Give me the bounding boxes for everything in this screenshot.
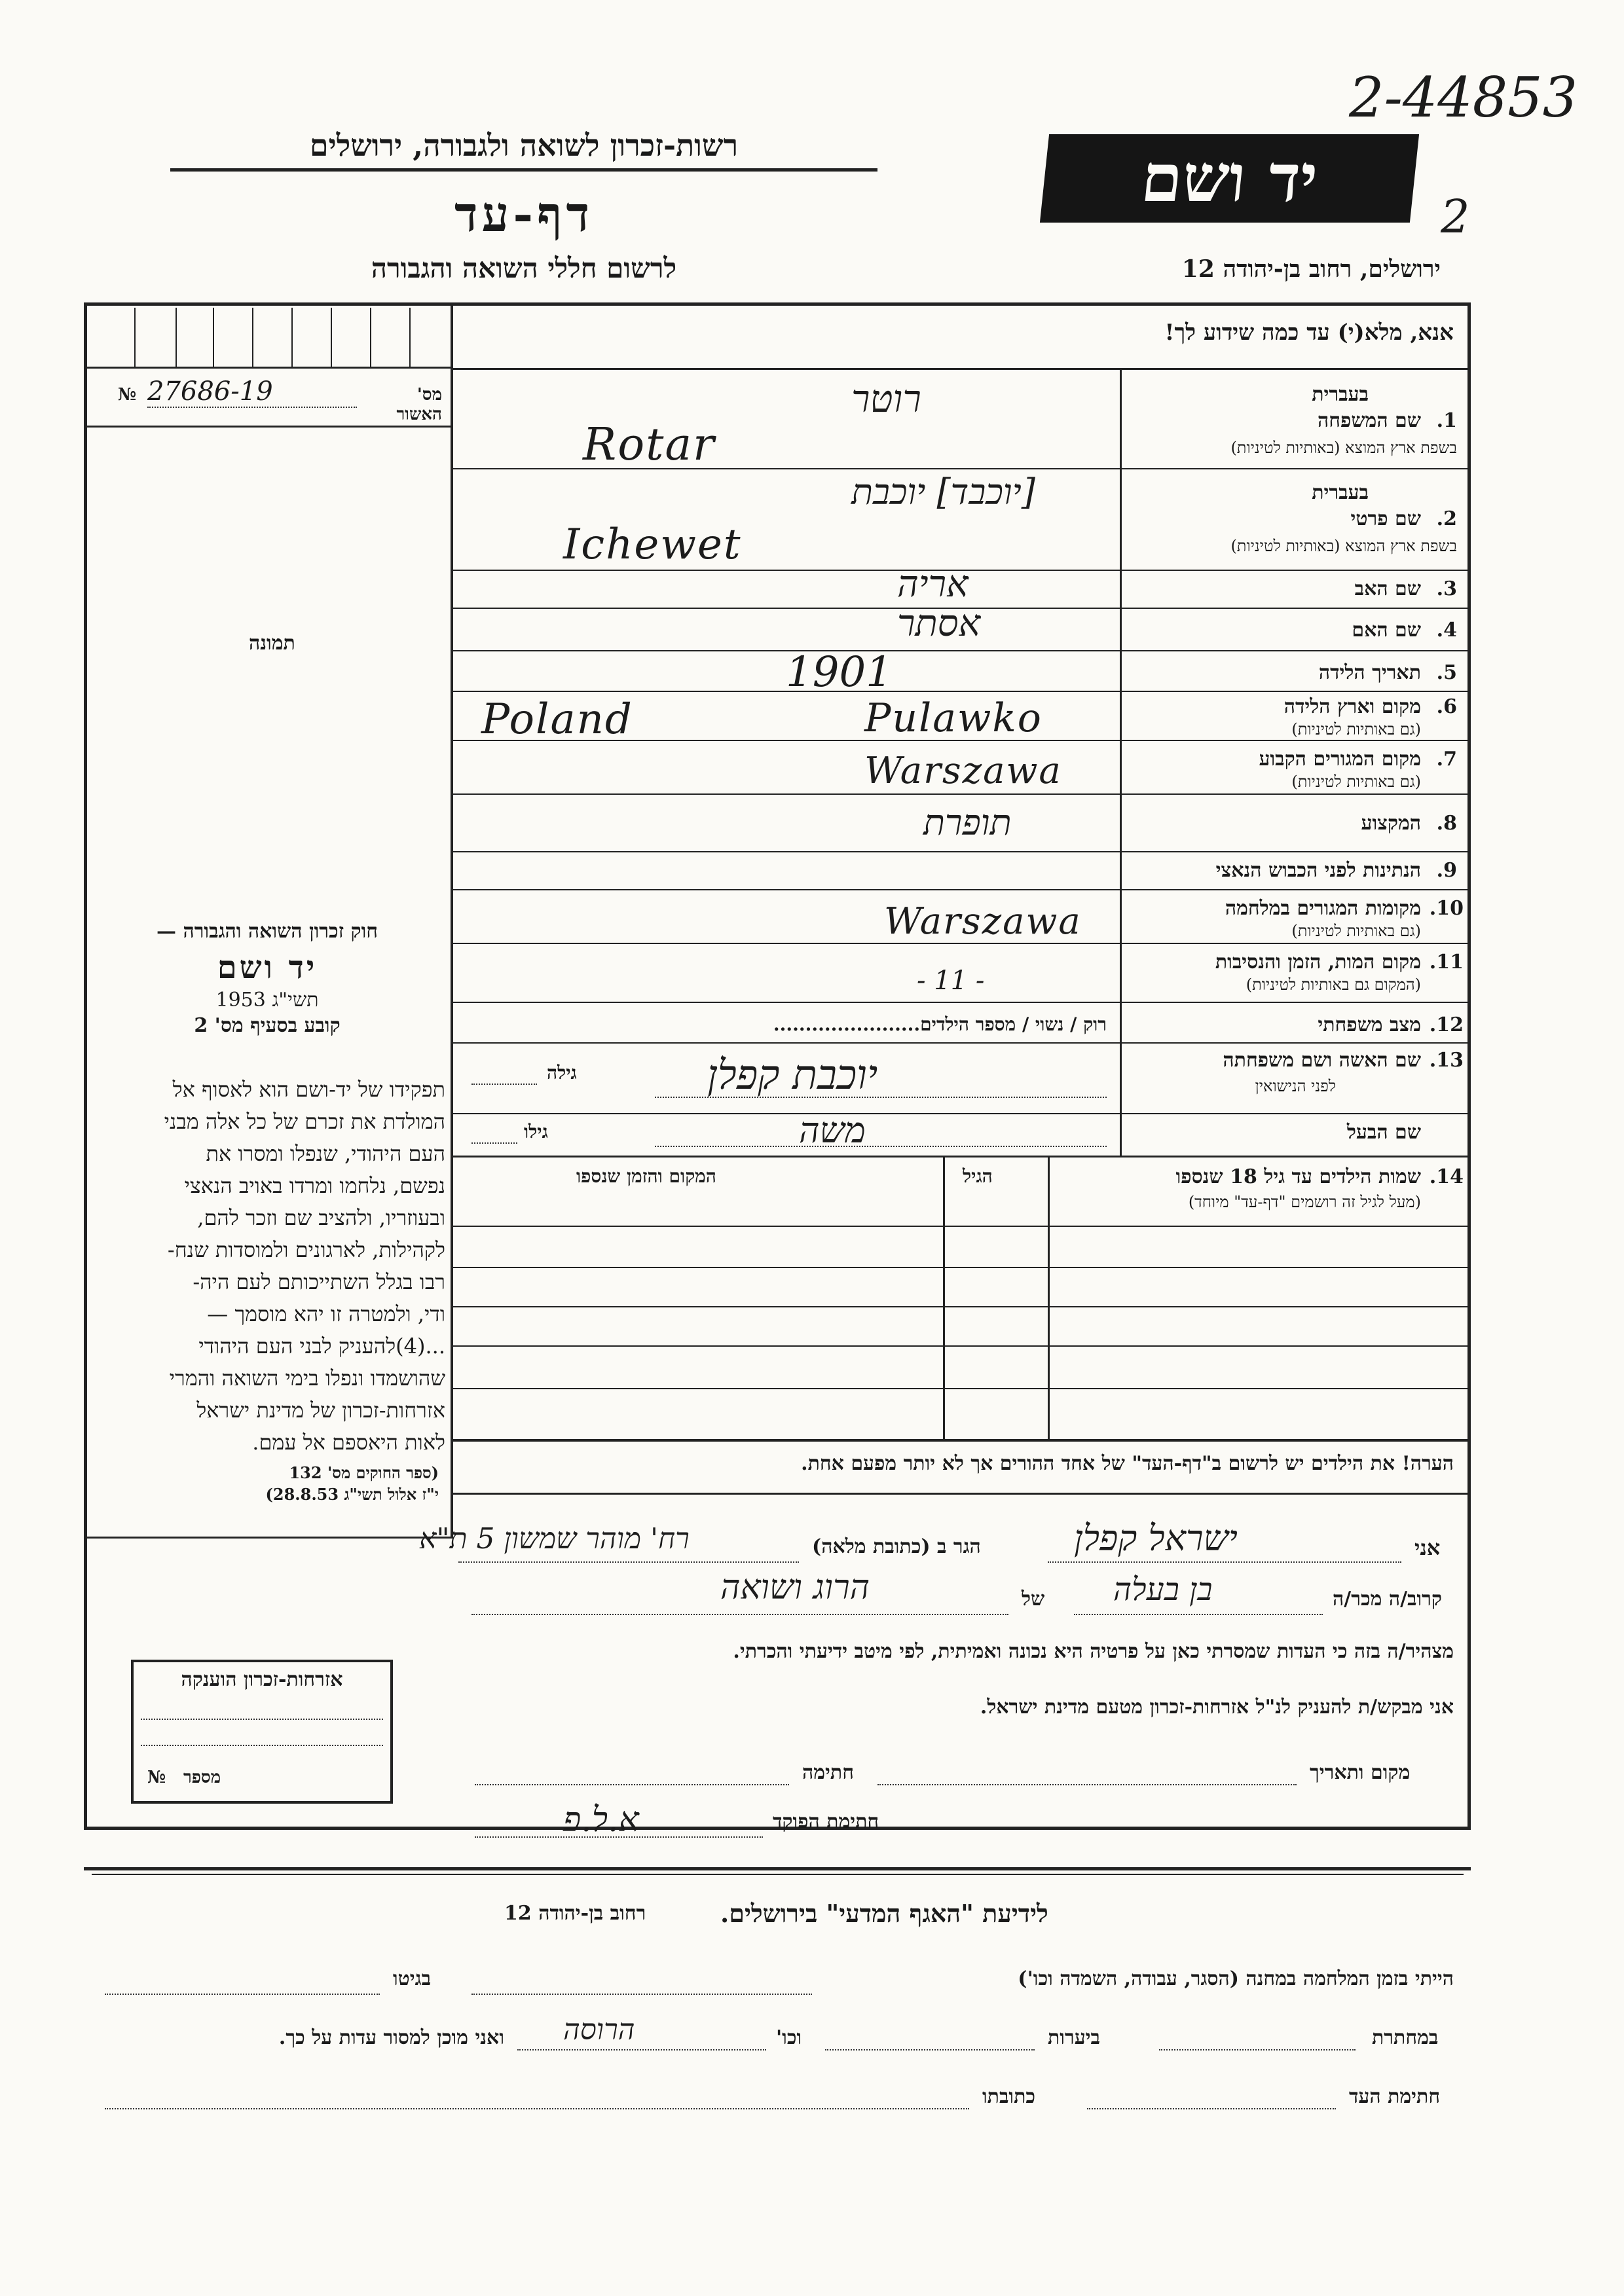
field-13-number: 13.: [1429, 1049, 1464, 1072]
field-13-label: שם האשה ושם משפחתה: [1223, 1049, 1421, 1072]
officer-signature-label: חתימת הפוקד: [773, 1810, 879, 1833]
bottom-title: לידיעת "האגף המדעי" בירושלים.: [720, 1899, 1048, 1928]
law-year: 1953: [215, 989, 266, 1011]
field-2-hebrew-value: [יוכבד] יוכבת: [851, 471, 1035, 513]
field-8-number: 8.: [1436, 812, 1457, 835]
field-12-label: מצב משפחתי: [1318, 1013, 1421, 1036]
law-year-line: [90, 989, 444, 1011]
law-box: [90, 920, 444, 1037]
address-heading: ירושלים, רחוב בן-יהודה 12: [1181, 255, 1441, 283]
officer-signature-value: א.ל.פ: [563, 1800, 639, 1840]
bottom-ghetto: בגיטו: [393, 1967, 432, 1990]
field-3-value: אריה: [897, 563, 969, 606]
field-2-hebrew-tag: בעברית: [1312, 481, 1369, 504]
law-line: שהושמדו ונפלו בימי השואה והמרי: [169, 1366, 445, 1391]
field-4-value: אסתר: [897, 602, 981, 645]
field-1-number: 1.: [1436, 409, 1457, 432]
field-11-sub: (המקום גם באותיות לטיניות): [1246, 975, 1421, 994]
bottom-forests: ביערות: [1048, 2026, 1101, 2049]
field-2-number: 2.: [1436, 507, 1457, 530]
law-line: אזרחות-זכרון של מדינת ישראל: [196, 1398, 445, 1423]
law-line: רבו בגלל השתייכותם לעם היה-: [193, 1269, 445, 1294]
bottom-ready: ואני מוכן למסור עדות על כך.: [278, 2026, 504, 2049]
field-9-label: הנתינות לפני הכבוש הנאצי: [1215, 859, 1421, 882]
law-year-hebrew: תשי"ג: [272, 989, 319, 1011]
field-7-label: מקום המגורים הקבוע: [1259, 748, 1421, 771]
certificate-prefix: №: [118, 385, 137, 405]
field-2-label: שם פרטי: [1350, 507, 1421, 530]
bottom-address: רחוב בן-יהודה 12: [504, 1902, 646, 1925]
children-sub: (מעל לגיל זה רושמים "דף-עד" מיוחד): [1188, 1193, 1421, 1211]
field-12-number: 12.: [1429, 1013, 1464, 1036]
field-5-number: 5.: [1436, 661, 1457, 684]
field-7-value: Warszawa: [864, 750, 1062, 792]
law-line: העם היהודי, שנפלו ומסרו את: [206, 1141, 445, 1166]
field-3-number: 3.: [1436, 577, 1457, 600]
law-name: יד ושם: [217, 949, 318, 986]
field-1-hebrew-value: רוטר: [851, 376, 921, 421]
decl-name-value: ישראל קפלן: [1074, 1518, 1238, 1559]
decl-of-value: הרוג ושואה: [720, 1568, 870, 1607]
frame-divider-vertical: [451, 302, 453, 1537]
field-2-latin-value: Ichewet: [563, 520, 742, 569]
decl-place-date: מקום ותאריך: [1310, 1761, 1411, 1784]
field-11-value: - 11 -: [917, 966, 985, 996]
law-line: ודי, ולמטרה זו יהא מוסמך —: [207, 1302, 445, 1326]
decl-of-label: של: [1022, 1588, 1045, 1611]
children-number: 14.: [1429, 1165, 1464, 1188]
husband-age-label: גילו: [524, 1121, 548, 1142]
bottom-etc-value: הרוסה: [563, 2013, 635, 2047]
field-10-sub: (גם באותיות לטיניות): [1291, 922, 1421, 940]
law-source-date: י"ז אלול תשי"ג 28.8.53): [265, 1485, 439, 1504]
children-title: שמות הילדים עד גיל 18 שנספו: [1175, 1165, 1421, 1188]
husband-label: שם הבעל: [1346, 1121, 1421, 1144]
field-2-sub: בשפת ארץ המוצא (באותיות לטיניות): [1230, 537, 1457, 555]
decl-signature: חתימה: [802, 1761, 854, 1784]
form-title: דף-עד: [454, 187, 594, 243]
field-13-value: יוכבת קפלן: [707, 1051, 878, 1099]
field-10-value: Warszawa: [884, 900, 1082, 943]
field-3-label: שם האב: [1354, 577, 1421, 600]
field-1-latin-value: Rotar: [583, 419, 716, 471]
law-line: נפשם, נלחמו ומרדו באויב הנאצי: [184, 1173, 445, 1198]
field-9-number: 9.: [1436, 859, 1457, 882]
certificate-label: מס' האשור: [396, 385, 442, 424]
law-line: ...(4)להעניק לבני העם היהודי: [198, 1334, 445, 1358]
children-col-age: הגיל: [963, 1165, 993, 1187]
field-6-number: 6.: [1436, 695, 1457, 718]
law-line: תפקידו של יד-ושם הוא לאסוף אל: [172, 1077, 445, 1102]
field-8-label: המקצוע: [1361, 812, 1421, 835]
children-col-place: המקום והזמן שנספו: [576, 1165, 716, 1187]
decl-request: אני מבקש/ת להעניק לנ"ל אזרחות-זכרון מטעם מדינת ישראל.: [980, 1696, 1454, 1719]
field-12-options-text: רוק / נשוי / מספר הילדים: [920, 1013, 1107, 1035]
field-13-sub: לפני הנישואין: [1255, 1077, 1336, 1095]
yad-vashem-logo: [1040, 134, 1419, 223]
field-4-number: 4.: [1436, 619, 1457, 642]
field-6-sub: (גם באותיות לטיניות): [1291, 720, 1421, 738]
field-10-label: מקומות המגורים במלחמה: [1225, 897, 1421, 920]
decl-ani: אני: [1414, 1535, 1441, 1560]
field-6-country-value: Poland: [481, 695, 633, 744]
field-5-value: 1901: [786, 648, 893, 697]
authority-heading: רשות-זכרון לשואה ולגבורה, ירושלים: [170, 128, 877, 172]
field-1-label: שם המשפחה: [1317, 409, 1421, 432]
note-line: הערה! את הילדים יש לרשום ב"דף-העד" של אחד ההורים אך לא יותר מפעם אחת.: [801, 1452, 1454, 1475]
law-text: [92, 1074, 445, 1459]
field-5-label: תאריך הלידה: [1318, 661, 1421, 684]
field-6-place-value: Pulawko: [864, 695, 1043, 741]
citizenship-number-prefix: №: [147, 1768, 166, 1787]
bottom-etc: וכו': [776, 2026, 802, 2049]
certificate-number: 27686-19: [147, 376, 357, 408]
law-line: לאות היאספם אל עמם.: [252, 1430, 445, 1455]
photo-label: תמונה: [249, 632, 295, 655]
husband-value: משה: [799, 1110, 866, 1151]
form-subtitle: לרשום חללי השואה והגבורה: [371, 252, 677, 284]
decl-address-value: רח' מוהר שמשון 5 ת"א: [419, 1522, 690, 1556]
decl-relative-label: קרוב/ה מכר/ה: [1333, 1588, 1442, 1611]
archive-number: 2-44853: [1349, 65, 1578, 130]
field-1-hebrew-tag: בעברית: [1312, 383, 1369, 406]
citizenship-number-label: מספר: [183, 1768, 221, 1787]
field-12-options: רוק / נשוי / מספר הילדים.......................: [773, 1013, 1107, 1035]
field-4-label: שם האם: [1352, 619, 1421, 642]
decl-relative-value: בן בעלה: [1113, 1571, 1213, 1608]
law-line: לקהילות, לארגונים ולמוסדות שנח-: [167, 1237, 445, 1262]
field-13-age-label: גילה: [547, 1062, 577, 1084]
field-1-sub: בשפת ארץ המוצא (באותיות לטיניות): [1230, 439, 1457, 457]
decl-statement: מצהיר/ה בזה כי העדות שמסרתי כאן על פרטיה היא נכונה ואמיתית, לפי מיטב ידיעתי והכרתי.: [733, 1640, 1454, 1663]
bottom-witness-sig: חתימת העד: [1349, 2085, 1441, 2108]
field-8-value: תופרת: [923, 802, 1012, 843]
bottom-line1: הייתי בזמן המלחמה במחנה (הסגר, עבודה, השמדה וכו'): [1018, 1967, 1454, 1990]
field-11-number: 11.: [1429, 951, 1464, 974]
bottom-address-label: כתובתו: [982, 2085, 1036, 2108]
field-7-number: 7.: [1436, 748, 1457, 771]
law-line: ובעוזריו, ולהציב שם וזכר להם,: [197, 1205, 445, 1230]
citizenship-title: אזרחות-זכרון הוענקה: [181, 1668, 343, 1691]
field-7-sub: (גם באותיות לטיניות): [1291, 773, 1421, 791]
margin-mark: 2: [1441, 190, 1470, 244]
field-11-label: מקום המות, הזמן והנסיבות: [1215, 951, 1421, 974]
request-line: אנא, מלא(י) עד כמה שידוע לך!: [1164, 319, 1454, 346]
bottom-underground: במחתרת: [1372, 2026, 1439, 2049]
field-10-number: 10.: [1429, 897, 1464, 920]
field-6-label: מקום וארץ הלידה: [1283, 695, 1421, 718]
law-source: (ספר החוקים מס' 132: [289, 1463, 439, 1482]
logo-text: יד ושם: [1137, 139, 1321, 217]
law-clause: קובע בסעיף מס' 2: [194, 1014, 341, 1037]
decl-lives-at: הגר ב (כתובת מלאה): [812, 1535, 981, 1558]
law-title: חוק זכרון השואה והגבורה —: [157, 920, 378, 943]
law-line: המולדת את זכרם של כל אלה מבני: [164, 1109, 445, 1134]
